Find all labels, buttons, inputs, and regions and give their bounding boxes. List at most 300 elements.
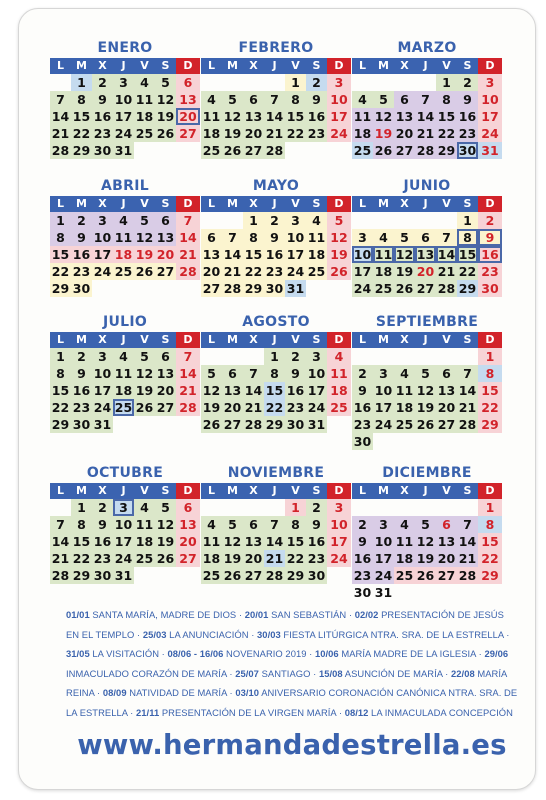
day-grid bbox=[50, 212, 200, 297]
weekday-label: X bbox=[394, 332, 415, 348]
month-mayo bbox=[201, 176, 351, 297]
weekday-label: S bbox=[457, 483, 478, 499]
day-cell: 21 bbox=[223, 264, 242, 279]
day-cell: 28 bbox=[437, 281, 456, 296]
notes-line bbox=[66, 683, 518, 703]
day-cell: 17 bbox=[327, 533, 351, 550]
day-cell: 2 bbox=[71, 348, 92, 365]
note-date: 08/12 bbox=[344, 706, 369, 718]
day-cell: 6 bbox=[176, 74, 200, 91]
day-cell: 18 bbox=[353, 126, 372, 141]
empty-cell bbox=[264, 74, 285, 91]
day-cell: 8 bbox=[243, 229, 264, 246]
day-cell: 16 bbox=[307, 534, 326, 549]
weekday-header bbox=[352, 332, 502, 348]
day-cell: 1 bbox=[264, 348, 285, 365]
day-cell: 9 bbox=[457, 91, 478, 108]
day-cell: 3 bbox=[92, 212, 113, 229]
day-grid bbox=[352, 74, 502, 159]
day-cell: 4 bbox=[113, 348, 134, 365]
day-cell: 31 bbox=[93, 417, 112, 432]
empty-cell bbox=[222, 74, 243, 91]
day-cell: 30 bbox=[353, 585, 372, 600]
day-cell: 4 bbox=[201, 516, 222, 533]
weekday-label: V bbox=[436, 196, 457, 212]
month-title: MARZO bbox=[397, 40, 457, 56]
day-cell: 9 bbox=[285, 365, 306, 382]
day-cell: 25 bbox=[114, 400, 133, 415]
day-cell: 21 bbox=[51, 551, 70, 566]
day-cell: 9 bbox=[306, 91, 327, 108]
note-text: EN EL TEMPLO · bbox=[66, 628, 143, 640]
weekday-label: V bbox=[134, 58, 155, 74]
day-cell: 7 bbox=[457, 365, 478, 382]
day-cell: 14 bbox=[51, 534, 70, 549]
note-text: ANIVERSARIO CORONACIÓN CANÓNICA NTRA. SRA. DE bbox=[259, 687, 518, 699]
day-cell: 1 bbox=[71, 74, 92, 91]
weekday-label: L bbox=[201, 58, 222, 74]
weekday-label: M bbox=[71, 332, 92, 348]
day-cell: 5 bbox=[222, 516, 243, 533]
day-cell: 25 bbox=[135, 126, 154, 141]
empty-cell bbox=[201, 212, 222, 229]
day-cell: 24 bbox=[374, 417, 393, 432]
weekday-label: L bbox=[50, 332, 71, 348]
day-cell: 6 bbox=[394, 91, 415, 108]
day-cell: 17 bbox=[353, 264, 372, 279]
day-cell: 28 bbox=[458, 417, 477, 432]
day-cell: 27 bbox=[244, 568, 263, 583]
note-date: 25/03 bbox=[142, 628, 167, 640]
day-cell: 5 bbox=[134, 212, 155, 229]
day-cell: 4 bbox=[394, 365, 415, 382]
day-cell: 17 bbox=[93, 247, 112, 262]
weekday-label: J bbox=[113, 58, 134, 74]
day-cell: 19 bbox=[416, 400, 435, 415]
day-cell: 21 bbox=[458, 551, 477, 566]
note-text: REINA · bbox=[66, 687, 103, 699]
day-cell: 23 bbox=[72, 264, 91, 279]
day-cell: 13 bbox=[437, 383, 456, 398]
day-cell: 23 bbox=[72, 400, 91, 415]
day-cell: 24 bbox=[327, 550, 351, 567]
day-cell: 5 bbox=[373, 91, 394, 108]
day-cell: 6 bbox=[243, 91, 264, 108]
day-cell: 25 bbox=[135, 551, 154, 566]
day-cell: 30 bbox=[286, 417, 305, 432]
day-cell: 5 bbox=[134, 348, 155, 365]
day-cell: 20 bbox=[395, 126, 414, 141]
month-title: JUNIO bbox=[403, 178, 451, 194]
day-grid bbox=[352, 212, 502, 297]
website-url[interactable]: www.hermandadestrella.es bbox=[77, 729, 507, 761]
day-cell: 12 bbox=[416, 534, 435, 549]
empty-cell bbox=[201, 74, 222, 91]
day-cell: 9 bbox=[352, 533, 373, 550]
month-diciembre bbox=[352, 463, 502, 601]
note-date: 02/02 bbox=[354, 609, 379, 620]
day-cell: 1 bbox=[457, 212, 478, 229]
day-cell: 1 bbox=[50, 348, 71, 365]
day-cell: 26 bbox=[416, 568, 435, 583]
month-octubre bbox=[50, 463, 200, 584]
day-cell: 8 bbox=[285, 91, 306, 108]
day-cell: 10 bbox=[93, 230, 112, 245]
day-cell: 22 bbox=[478, 550, 502, 567]
weekday-header bbox=[352, 58, 502, 74]
day-cell: 20 bbox=[156, 247, 175, 262]
weekday-label: L bbox=[352, 483, 373, 499]
day-cell: 23 bbox=[286, 400, 305, 415]
empty-cell bbox=[352, 499, 373, 516]
weekday-label: X bbox=[92, 332, 113, 348]
day-cell: 13 bbox=[437, 534, 456, 549]
day-cell: 24 bbox=[93, 264, 112, 279]
empty-cell bbox=[352, 74, 373, 91]
day-cell: 1 bbox=[436, 74, 457, 91]
day-cell: 25 bbox=[202, 143, 221, 158]
day-cell: 17 bbox=[374, 551, 393, 566]
day-cell: 5 bbox=[155, 499, 176, 516]
day-cell: 18 bbox=[114, 383, 133, 398]
day-cell: 13 bbox=[416, 247, 435, 262]
day-cell: 26 bbox=[135, 400, 154, 415]
day-cell: 14 bbox=[223, 247, 242, 262]
day-cell: 15 bbox=[265, 383, 284, 398]
weekday-label: M bbox=[373, 196, 394, 212]
day-cell: 12 bbox=[374, 109, 393, 124]
note-text: NOVENARIO 2019 · bbox=[223, 648, 315, 660]
day-cell: 31 bbox=[114, 568, 133, 583]
day-cell: 11 bbox=[374, 247, 393, 262]
note-date: 03/10 bbox=[235, 687, 260, 699]
empty-cell bbox=[394, 74, 415, 91]
day-cell: 2 bbox=[352, 365, 373, 382]
month-title: FEBRERO bbox=[238, 40, 314, 56]
day-cell: 2 bbox=[92, 74, 113, 91]
day-cell: 27 bbox=[244, 143, 263, 158]
day-cell: 13 bbox=[244, 534, 263, 549]
weekday-label: X bbox=[243, 483, 264, 499]
month-abril bbox=[50, 176, 200, 297]
day-cell: 17 bbox=[286, 247, 305, 262]
day-cell: 7 bbox=[415, 91, 436, 108]
weekday-label: D bbox=[327, 58, 351, 74]
weekday-label: J bbox=[264, 196, 285, 212]
day-cell: 12 bbox=[416, 383, 435, 398]
day-cell: 15 bbox=[72, 109, 91, 124]
day-cell: 22 bbox=[72, 126, 91, 141]
day-cell: 27 bbox=[176, 550, 200, 567]
day-cell: 30 bbox=[478, 280, 502, 297]
day-cell: 15 bbox=[286, 109, 305, 124]
day-cell: 10 bbox=[374, 534, 393, 549]
day-cell: 3 bbox=[373, 516, 394, 533]
weekday-label: V bbox=[285, 196, 306, 212]
day-cell: 5 bbox=[201, 365, 222, 382]
empty-cell bbox=[457, 348, 478, 365]
day-cell: 15 bbox=[244, 247, 263, 262]
day-cell: 15 bbox=[458, 247, 477, 262]
weekday-label: X bbox=[394, 483, 415, 499]
day-cell: 30 bbox=[93, 568, 112, 583]
day-cell: 19 bbox=[202, 400, 221, 415]
day-cell: 23 bbox=[93, 126, 112, 141]
weekday-label: X bbox=[394, 58, 415, 74]
day-grid bbox=[201, 499, 351, 584]
day-cell: 11 bbox=[114, 366, 133, 381]
day-cell: 27 bbox=[395, 143, 414, 158]
day-cell: 24 bbox=[93, 400, 112, 415]
weekday-label: V bbox=[436, 483, 457, 499]
day-cell: 13 bbox=[176, 516, 200, 533]
weekday-label: D bbox=[478, 483, 502, 499]
weekday-header bbox=[50, 58, 200, 74]
weekday-label: V bbox=[285, 58, 306, 74]
day-cell: 15 bbox=[72, 534, 91, 549]
note-text: LA ESTRELLA · bbox=[66, 706, 137, 718]
day-cell: 29 bbox=[478, 567, 502, 584]
day-cell: 2 bbox=[71, 212, 92, 229]
day-cell: 2 bbox=[457, 74, 478, 91]
day-cell: 3 bbox=[113, 499, 134, 516]
day-cell: 4 bbox=[327, 348, 351, 365]
day-cell: 7 bbox=[264, 516, 285, 533]
day-cell: 5 bbox=[327, 212, 351, 229]
day-cell: 15 bbox=[286, 534, 305, 549]
day-cell: 20 bbox=[416, 264, 435, 279]
day-cell: 12 bbox=[395, 247, 414, 262]
day-cell: 3 bbox=[92, 348, 113, 365]
note-date: 21/11 bbox=[136, 706, 160, 718]
day-cell: 30 bbox=[265, 281, 284, 296]
day-cell: 15 bbox=[478, 382, 502, 399]
weekday-label: S bbox=[306, 196, 327, 212]
empty-cell bbox=[373, 348, 394, 365]
empty-cell bbox=[50, 499, 71, 516]
day-cell: 24 bbox=[327, 125, 351, 142]
day-cell: 7 bbox=[222, 229, 243, 246]
day-cell: 1 bbox=[243, 212, 264, 229]
weekday-label: L bbox=[352, 58, 373, 74]
day-cell: 8 bbox=[50, 229, 71, 246]
day-cell: 24 bbox=[374, 568, 393, 583]
day-cell: 6 bbox=[436, 365, 457, 382]
day-cell: 8 bbox=[285, 516, 306, 533]
day-cell: 14 bbox=[265, 534, 284, 549]
day-cell: 13 bbox=[244, 109, 263, 124]
day-cell: 18 bbox=[395, 400, 414, 415]
day-cell: 2 bbox=[92, 499, 113, 516]
day-cell: 24 bbox=[114, 551, 133, 566]
empty-cell bbox=[436, 499, 457, 516]
note-date: 29/06 bbox=[484, 648, 509, 660]
day-cell: 30 bbox=[72, 417, 91, 432]
day-cell: 11 bbox=[395, 534, 414, 549]
weekday-label: M bbox=[71, 483, 92, 499]
note-date: 25/07 bbox=[235, 667, 259, 679]
day-cell: 27 bbox=[223, 417, 242, 432]
weekday-label: S bbox=[457, 332, 478, 348]
empty-cell bbox=[373, 499, 394, 516]
weekday-label: D bbox=[176, 58, 200, 74]
day-cell: 25 bbox=[114, 264, 133, 279]
weekday-label: M bbox=[71, 196, 92, 212]
day-cell: 11 bbox=[395, 383, 414, 398]
note-date: 30/03 bbox=[257, 628, 281, 640]
weekday-header bbox=[201, 196, 351, 212]
day-cell: 18 bbox=[374, 264, 393, 279]
day-cell: 7 bbox=[264, 91, 285, 108]
day-cell: 27 bbox=[437, 568, 456, 583]
day-cell: 6 bbox=[436, 516, 457, 533]
month-title: ABRIL bbox=[101, 178, 149, 194]
day-cell: 21 bbox=[437, 264, 456, 279]
day-cell: 19 bbox=[135, 383, 154, 398]
day-cell: 13 bbox=[202, 247, 221, 262]
day-cell: 15 bbox=[51, 383, 70, 398]
empty-cell bbox=[243, 499, 264, 516]
weekday-label: S bbox=[155, 58, 176, 74]
weekday-label: D bbox=[176, 483, 200, 499]
day-cell: 13 bbox=[156, 230, 175, 245]
day-cell: 26 bbox=[202, 417, 221, 432]
month-septiembre bbox=[352, 312, 502, 450]
day-cell: 31 bbox=[114, 143, 133, 158]
day-cell: 23 bbox=[265, 264, 284, 279]
notes-line bbox=[66, 644, 518, 664]
weekday-header bbox=[50, 332, 200, 348]
day-cell: 11 bbox=[353, 109, 372, 124]
day-cell: 7 bbox=[243, 365, 264, 382]
day-cell: 28 bbox=[265, 568, 284, 583]
day-cell: 11 bbox=[135, 517, 154, 532]
day-cell: 20 bbox=[244, 551, 263, 566]
weekday-label: J bbox=[415, 58, 436, 74]
empty-cell bbox=[436, 348, 457, 365]
day-cell: 10 bbox=[93, 366, 112, 381]
month-noviembre bbox=[201, 463, 351, 584]
day-cell: 13 bbox=[156, 366, 175, 381]
day-cell: 3 bbox=[373, 365, 394, 382]
day-cell: 9 bbox=[264, 229, 285, 246]
day-cell: 23 bbox=[458, 126, 477, 141]
day-cell: 8 bbox=[71, 516, 92, 533]
day-cell: 3 bbox=[352, 229, 373, 246]
day-grid bbox=[201, 74, 351, 159]
day-cell: 23 bbox=[353, 568, 372, 583]
day-cell: 6 bbox=[222, 365, 243, 382]
weekday-label: V bbox=[285, 483, 306, 499]
weekday-header bbox=[50, 196, 200, 212]
day-cell: 26 bbox=[327, 263, 351, 280]
day-cell: 19 bbox=[223, 126, 242, 141]
note-text: LA ANUNCIACIÓN · bbox=[166, 628, 258, 640]
day-cell: 15 bbox=[437, 109, 456, 124]
day-cell: 6 bbox=[201, 229, 222, 246]
day-cell: 21 bbox=[265, 551, 284, 566]
weekday-header bbox=[50, 483, 200, 499]
month-febrero bbox=[201, 38, 351, 159]
day-cell: 5 bbox=[222, 91, 243, 108]
note-date: 01/01 bbox=[66, 609, 90, 620]
day-cell: 17 bbox=[114, 109, 133, 124]
weekday-label: L bbox=[352, 196, 373, 212]
month-agosto bbox=[201, 312, 351, 433]
day-cell: 26 bbox=[374, 143, 393, 158]
day-cell: 31 bbox=[286, 281, 305, 296]
day-cell: 14 bbox=[437, 247, 456, 262]
note-date: 10/06 bbox=[314, 648, 339, 660]
day-cell: 18 bbox=[202, 126, 221, 141]
day-cell: 21 bbox=[244, 400, 263, 415]
day-cell: 24 bbox=[286, 264, 305, 279]
day-cell: 2 bbox=[352, 516, 373, 533]
day-cell: 16 bbox=[93, 109, 112, 124]
weekday-label: S bbox=[155, 332, 176, 348]
day-cell: 12 bbox=[223, 109, 242, 124]
day-cell: 1 bbox=[478, 499, 502, 516]
day-cell: 19 bbox=[156, 534, 175, 549]
weekday-label: X bbox=[243, 196, 264, 212]
day-cell: 28 bbox=[176, 399, 200, 416]
notes-line bbox=[66, 605, 518, 625]
weekday-label: L bbox=[352, 332, 373, 348]
day-cell: 8 bbox=[264, 365, 285, 382]
day-cell: 3 bbox=[285, 212, 306, 229]
day-cell: 10 bbox=[114, 517, 133, 532]
weekday-label: M bbox=[373, 58, 394, 74]
day-cell: 22 bbox=[72, 551, 91, 566]
day-cell: 1 bbox=[285, 499, 306, 516]
day-cell: 7 bbox=[50, 516, 71, 533]
day-cell: 26 bbox=[156, 126, 175, 141]
day-cell: 23 bbox=[353, 417, 372, 432]
weekday-label: J bbox=[113, 483, 134, 499]
day-cell: 15 bbox=[51, 247, 70, 262]
day-cell: 6 bbox=[176, 499, 200, 516]
day-grid bbox=[50, 499, 200, 584]
day-cell: 17 bbox=[327, 108, 351, 125]
day-cell: 18 bbox=[202, 551, 221, 566]
day-grid bbox=[201, 212, 351, 297]
weekday-label: S bbox=[306, 58, 327, 74]
day-cell: 4 bbox=[306, 212, 327, 229]
day-cell: 12 bbox=[156, 92, 175, 107]
weekday-label: J bbox=[264, 58, 285, 74]
day-cell: 22 bbox=[51, 264, 70, 279]
day-cell: 10 bbox=[478, 91, 502, 108]
day-cell: 28 bbox=[51, 568, 70, 583]
weekday-label: D bbox=[176, 332, 200, 348]
note-text: MARÍA MADRE DE LA IGLESIA · bbox=[338, 648, 485, 660]
note-text: LA VISITACIÓN · bbox=[89, 648, 168, 660]
day-cell: 27 bbox=[156, 400, 175, 415]
day-cell: 11 bbox=[327, 365, 351, 382]
day-cell: 22 bbox=[51, 400, 70, 415]
weekday-label: M bbox=[222, 332, 243, 348]
day-cell: 16 bbox=[478, 246, 502, 263]
empty-cell bbox=[222, 212, 243, 229]
day-cell: 14 bbox=[244, 383, 263, 398]
day-cell: 16 bbox=[353, 551, 372, 566]
day-grid bbox=[201, 348, 351, 433]
day-cell: 21 bbox=[176, 246, 200, 263]
day-cell: 26 bbox=[395, 281, 414, 296]
empty-cell bbox=[373, 212, 394, 229]
day-cell: 22 bbox=[265, 400, 284, 415]
note-text: SANTA MARÍA, MADRE DE DIOS · bbox=[89, 609, 245, 620]
